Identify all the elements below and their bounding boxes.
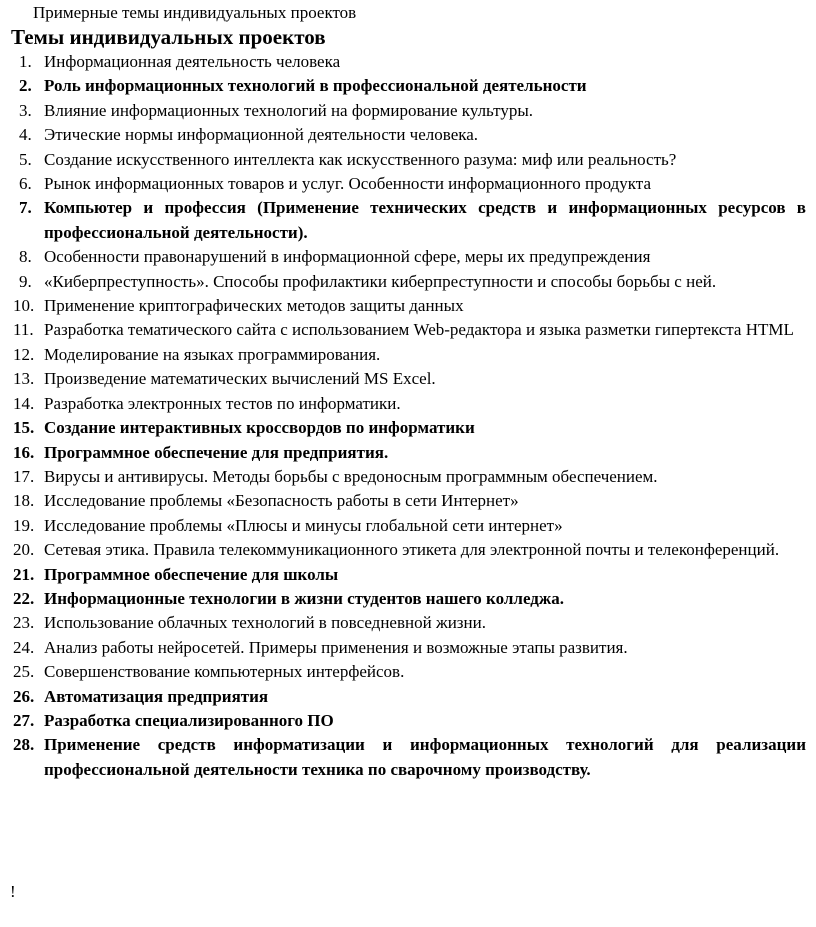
list-item-text: «Киберпреступность». Способы профилактики киберпреступности и способы борьбы с ней. — [44, 271, 717, 291]
list-item-text: Компьютер и профессия (Применение технических средств и информационных ресурсов в профессиональной деятельности). — [44, 198, 806, 242]
list-item-number: 7. — [19, 198, 32, 218]
list-item-text: Разработка электронных тестов по информатики. — [44, 393, 401, 413]
list-item-number: 8. — [19, 247, 32, 267]
list-item-text: Произведение математических вычислений MS Excel. — [44, 369, 436, 389]
list-item-number: 14. — [13, 393, 35, 413]
list-item-text: Программное обеспечение для школы — [44, 564, 339, 584]
list-item-number: 2. — [19, 76, 32, 96]
list-item — [0, 318, 816, 342]
list-item — [0, 709, 816, 733]
list-item — [0, 50, 816, 74]
list-item-number: 17. — [13, 466, 35, 486]
list-item — [0, 343, 816, 367]
list-item-number: 20. — [13, 540, 35, 560]
list-item-text: Моделирование на языках программирования. — [44, 344, 381, 364]
list-item-text: Применение криптографических методов защиты данных — [44, 296, 464, 316]
topics-list — [0, 50, 816, 782]
list-item-text: Информационные технологии в жизни студентов нашего колледжа. — [44, 588, 564, 608]
list-item-number: 24. — [13, 637, 35, 657]
list-item — [0, 367, 816, 391]
list-item — [0, 514, 816, 538]
list-item-text: Разработка специализированного ПО — [44, 710, 334, 730]
list-item — [0, 685, 816, 709]
list-item-number: 16. — [13, 442, 35, 462]
list-item-number: 11. — [13, 320, 34, 340]
list-item-text: Этические нормы информационной деятельности человека. — [44, 125, 479, 145]
list-item — [0, 148, 816, 172]
list-item-text: Применение средств информатизации и информационных технологий для реализации профессиональной деятельности техника по сварочному производству. — [44, 735, 806, 779]
list-item — [0, 172, 816, 196]
list-item-number: 3. — [19, 100, 32, 120]
list-item-number: 5. — [19, 149, 32, 169]
list-item-number: 9. — [19, 271, 32, 291]
list-item — [0, 392, 816, 416]
list-item-number: 6. — [19, 174, 32, 194]
list-item — [0, 660, 816, 684]
list-item — [0, 196, 816, 245]
document-title: Темы индивидуальных проектов — [11, 25, 326, 49]
list-item — [0, 99, 816, 123]
list-item-text: Информационная деятельность человека — [44, 52, 341, 71]
list-item-number: 13. — [13, 369, 35, 389]
list-item-number: 1. — [19, 52, 32, 71]
list-item-text: Программное обеспечение для предприятия. — [44, 442, 389, 462]
list-item — [0, 611, 816, 635]
list-item-text: Анализ работы нейросетей. Примеры применения и возможные этапы развития. — [44, 637, 628, 657]
list-item-text: Влияние информационных технологий на формирование культуры. — [44, 100, 534, 120]
list-item — [0, 489, 816, 513]
list-item — [0, 587, 816, 611]
list-item — [0, 416, 816, 440]
list-item-number: 22. — [13, 588, 35, 608]
list-item-number: 25. — [13, 662, 35, 682]
list-item-text: Вирусы и антивирусы. Методы борьбы с вредоносным программным обеспечением. — [44, 466, 658, 486]
list-item-text: Исследование проблемы «Плюсы и минусы глобальной сети интернет» — [44, 515, 563, 535]
list-item-text: Создание искусственного интеллекта как искусственного разума: миф или реальность? — [44, 149, 677, 169]
list-item-text: Исследование проблемы «Безопасность работы в сети Интернет» — [44, 491, 519, 511]
list-item-number: 21. — [13, 564, 35, 584]
page-header: Примерные темы индивидуальных проектов — [33, 3, 357, 22]
list-item — [0, 563, 816, 587]
list-item-text: Разработка тематического сайта с использованием Web-редактора и языка разметки гипертекста HTML — [44, 320, 794, 340]
list-item — [0, 74, 816, 98]
list-item-number: 10. — [13, 296, 35, 316]
list-item-number: 23. — [13, 613, 35, 633]
list-item-text: Роль информационных технологий в профессиональной деятельности — [44, 76, 587, 96]
list-item-text: Создание интерактивных кроссвордов по информатики — [44, 418, 475, 438]
list-item — [0, 636, 816, 660]
list-item-number: 18. — [13, 491, 35, 511]
list-item-number: 28. — [13, 735, 35, 755]
list-item-number: 27. — [13, 710, 35, 730]
list-item — [0, 538, 816, 562]
list-item — [0, 245, 816, 269]
list-item-text: Сетевая этика. Правила телекоммуникационного этикета для электронной почты и телеконференций. — [44, 540, 780, 560]
list-item-number: 15. — [13, 418, 35, 438]
list-item-text: Автоматизация предприятия — [44, 686, 269, 706]
list-item — [0, 270, 816, 294]
list-item — [0, 294, 816, 318]
list-item — [0, 465, 816, 489]
list-item-text: Рынок информационных товаров и услуг. Особенности информационного продукта — [44, 174, 651, 194]
list-item-number: 4. — [19, 125, 32, 145]
list-item-number: 19. — [13, 515, 35, 535]
list-item-number: 26. — [13, 686, 35, 706]
list-item — [0, 441, 816, 465]
list-item — [0, 123, 816, 147]
list-item-text: Особенности правонарушений в информационной сфере, меры их предупреждения — [44, 247, 651, 267]
trailing-mark: ! — [10, 882, 16, 901]
list-item — [0, 733, 816, 782]
list-item-text: Использование облачных технологий в повседневной жизни. — [44, 613, 486, 633]
list-item-number: 12. — [13, 344, 35, 364]
list-item-text: Совершенствование компьютерных интерфейсов. — [44, 662, 405, 682]
